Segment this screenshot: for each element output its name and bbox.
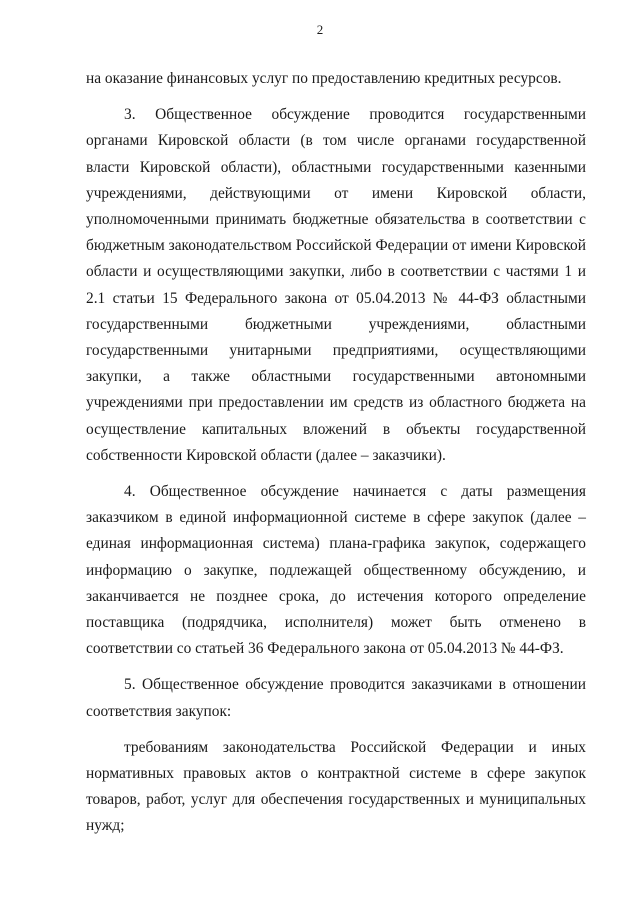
paragraph-clause-5: 5. Общественное обсуждение проводится заказчиками в отношении соответствия закупок: bbox=[86, 676, 586, 720]
paragraph-continuation: на оказание финансовых услуг по предоставлению кредитных ресурсов. bbox=[86, 70, 562, 87]
paragraph-clause-5-item: требованиям законодательства Российской Федерации и иных нормативных правовых актов о контрактной системе в сфере закупок товаров, работ, услуг для обеспечения государственных и муниципальных нужд; bbox=[86, 738, 586, 835]
paragraph-clause-4: 4. Общественное обсуждение начинается с даты размещения заказчиком в единой информационной системе в сфере закупок (далее – единая информационная система) плана-графика закупок, содержащего информацию о закупке, подлежащей общественному обсуждению, и заканчивается не позднее срока, до истечения которого определение поставщика (подрядчика, исполнителя) может быть отменено в соответствии со статьей 36 Федерального закона от 05.04.2013 № 44-ФЗ. bbox=[86, 483, 586, 658]
page-number: 2 bbox=[316, 22, 324, 37]
paragraph-clause-3: 3. Общественное обсуждение проводится государственными органами Кировской области (в том числе органами государственной власти Кировской области), областными государственными казенными учреждениями, действующими от имени Кировской области, уполномоченными принимать бюджетные обязательства в соответствии с бюджетным законодательством Российской Федерации от имени Кировской области и осуществляющими закупки, либо в соответствии с частями 1 и 2.1 статьи 15 Федерального закона от 05.04.2013 № 44-ФЗ областными государственными бюджетными учреждениями, областными государственными унитарными предприятиями, осуществляющими закупки, а также областными государственными автономными учреждениями при предоставлении им средств из областного бюджета на осуществление капитальных вложений в объекты государственной собственности Кировской области (далее – заказчики). bbox=[86, 106, 586, 464]
document-body bbox=[86, 66, 586, 840]
